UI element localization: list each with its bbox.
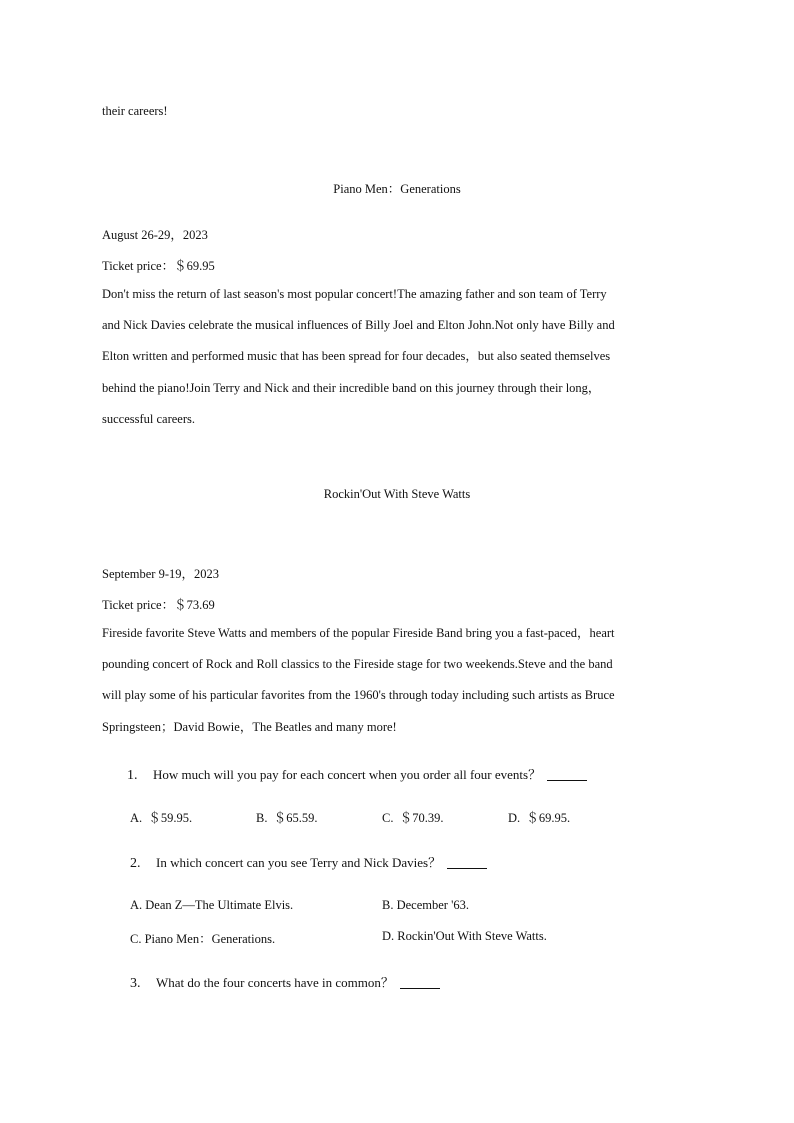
concert2-price: Ticket price：＄69.95 [102, 259, 215, 273]
concert3-line: Fireside favorite Steve Watts and members of the popular Fireside Band bring you a fast-paced，heart [102, 626, 615, 640]
q1-option-b[interactable]: B. ＄65.59. [256, 811, 318, 825]
concert3-description [102, 618, 682, 743]
question-2 [130, 852, 487, 872]
concert2-line: successful careers. [102, 411, 196, 426]
answer-blank[interactable] [547, 779, 587, 781]
question-text: What do the four concerts have in common？ [156, 975, 394, 990]
question-number: 2. [130, 856, 141, 871]
concert3-price: Ticket price：＄73.69 [102, 598, 215, 612]
q1-option-a[interactable]: A. ＄59.95. [130, 811, 193, 825]
question-text: In which concert can you see Terry and Nick Davies？ [156, 855, 442, 870]
concert2-line: Elton written and performed music that has been spread for four decades，but also seated themselves [102, 349, 611, 364]
concert2-line: behind the piano!Join Terry and Nick and their incredible band on this journey through their long， [102, 380, 601, 395]
concert3-date: September 9-19，2023 [102, 567, 219, 581]
q2-option-a[interactable]: A. Dean Z—The Ultimate Elvis. [130, 898, 294, 912]
answer-blank[interactable] [400, 987, 440, 989]
q2-option-d[interactable]: D. Rockin'Out With Steve Watts. [382, 929, 547, 943]
concert2-description [102, 279, 682, 435]
question-1 [127, 764, 587, 784]
concert3-line: will play some of his particular favorites from the 1960's through today including such artists as Bruce [102, 688, 615, 703]
question-number: 1. [127, 768, 138, 783]
q2-option-c[interactable]: C. Piano Men：Generations. [130, 932, 276, 946]
concert2-line: and Nick Davies celebrate the musical influences of Billy Joel and Elton John.Not only have Billy and [102, 318, 615, 333]
concert2-title: Piano Men：Generations [333, 182, 461, 196]
question-number: 3. [130, 976, 141, 991]
question-3 [130, 972, 440, 992]
concert3-line: pounding concert of Rock and Roll classics to the Fireside stage for two weekends.Steve and the band [102, 657, 613, 672]
intro-tail-text: their careers! [102, 104, 168, 118]
q1-option-d[interactable]: D. ＄69.95. [508, 811, 571, 825]
question-text: How much will you pay for each concert when you order all four events？ [153, 767, 542, 782]
concert3-line: Springsteen；David Bowie，The Beatles and many more! [102, 719, 397, 734]
q2-option-b[interactable]: B. December '63. [382, 898, 469, 912]
concert2-line: Don't miss the return of last season's most popular concert!The amazing father and son team of Terry [102, 287, 607, 301]
q1-option-c[interactable]: C. ＄70.39. [382, 811, 444, 825]
concert2-date: August 26-29，2023 [102, 228, 208, 242]
concert3-title: Rockin'Out With Steve Watts [323, 487, 471, 501]
answer-blank[interactable] [447, 867, 487, 869]
